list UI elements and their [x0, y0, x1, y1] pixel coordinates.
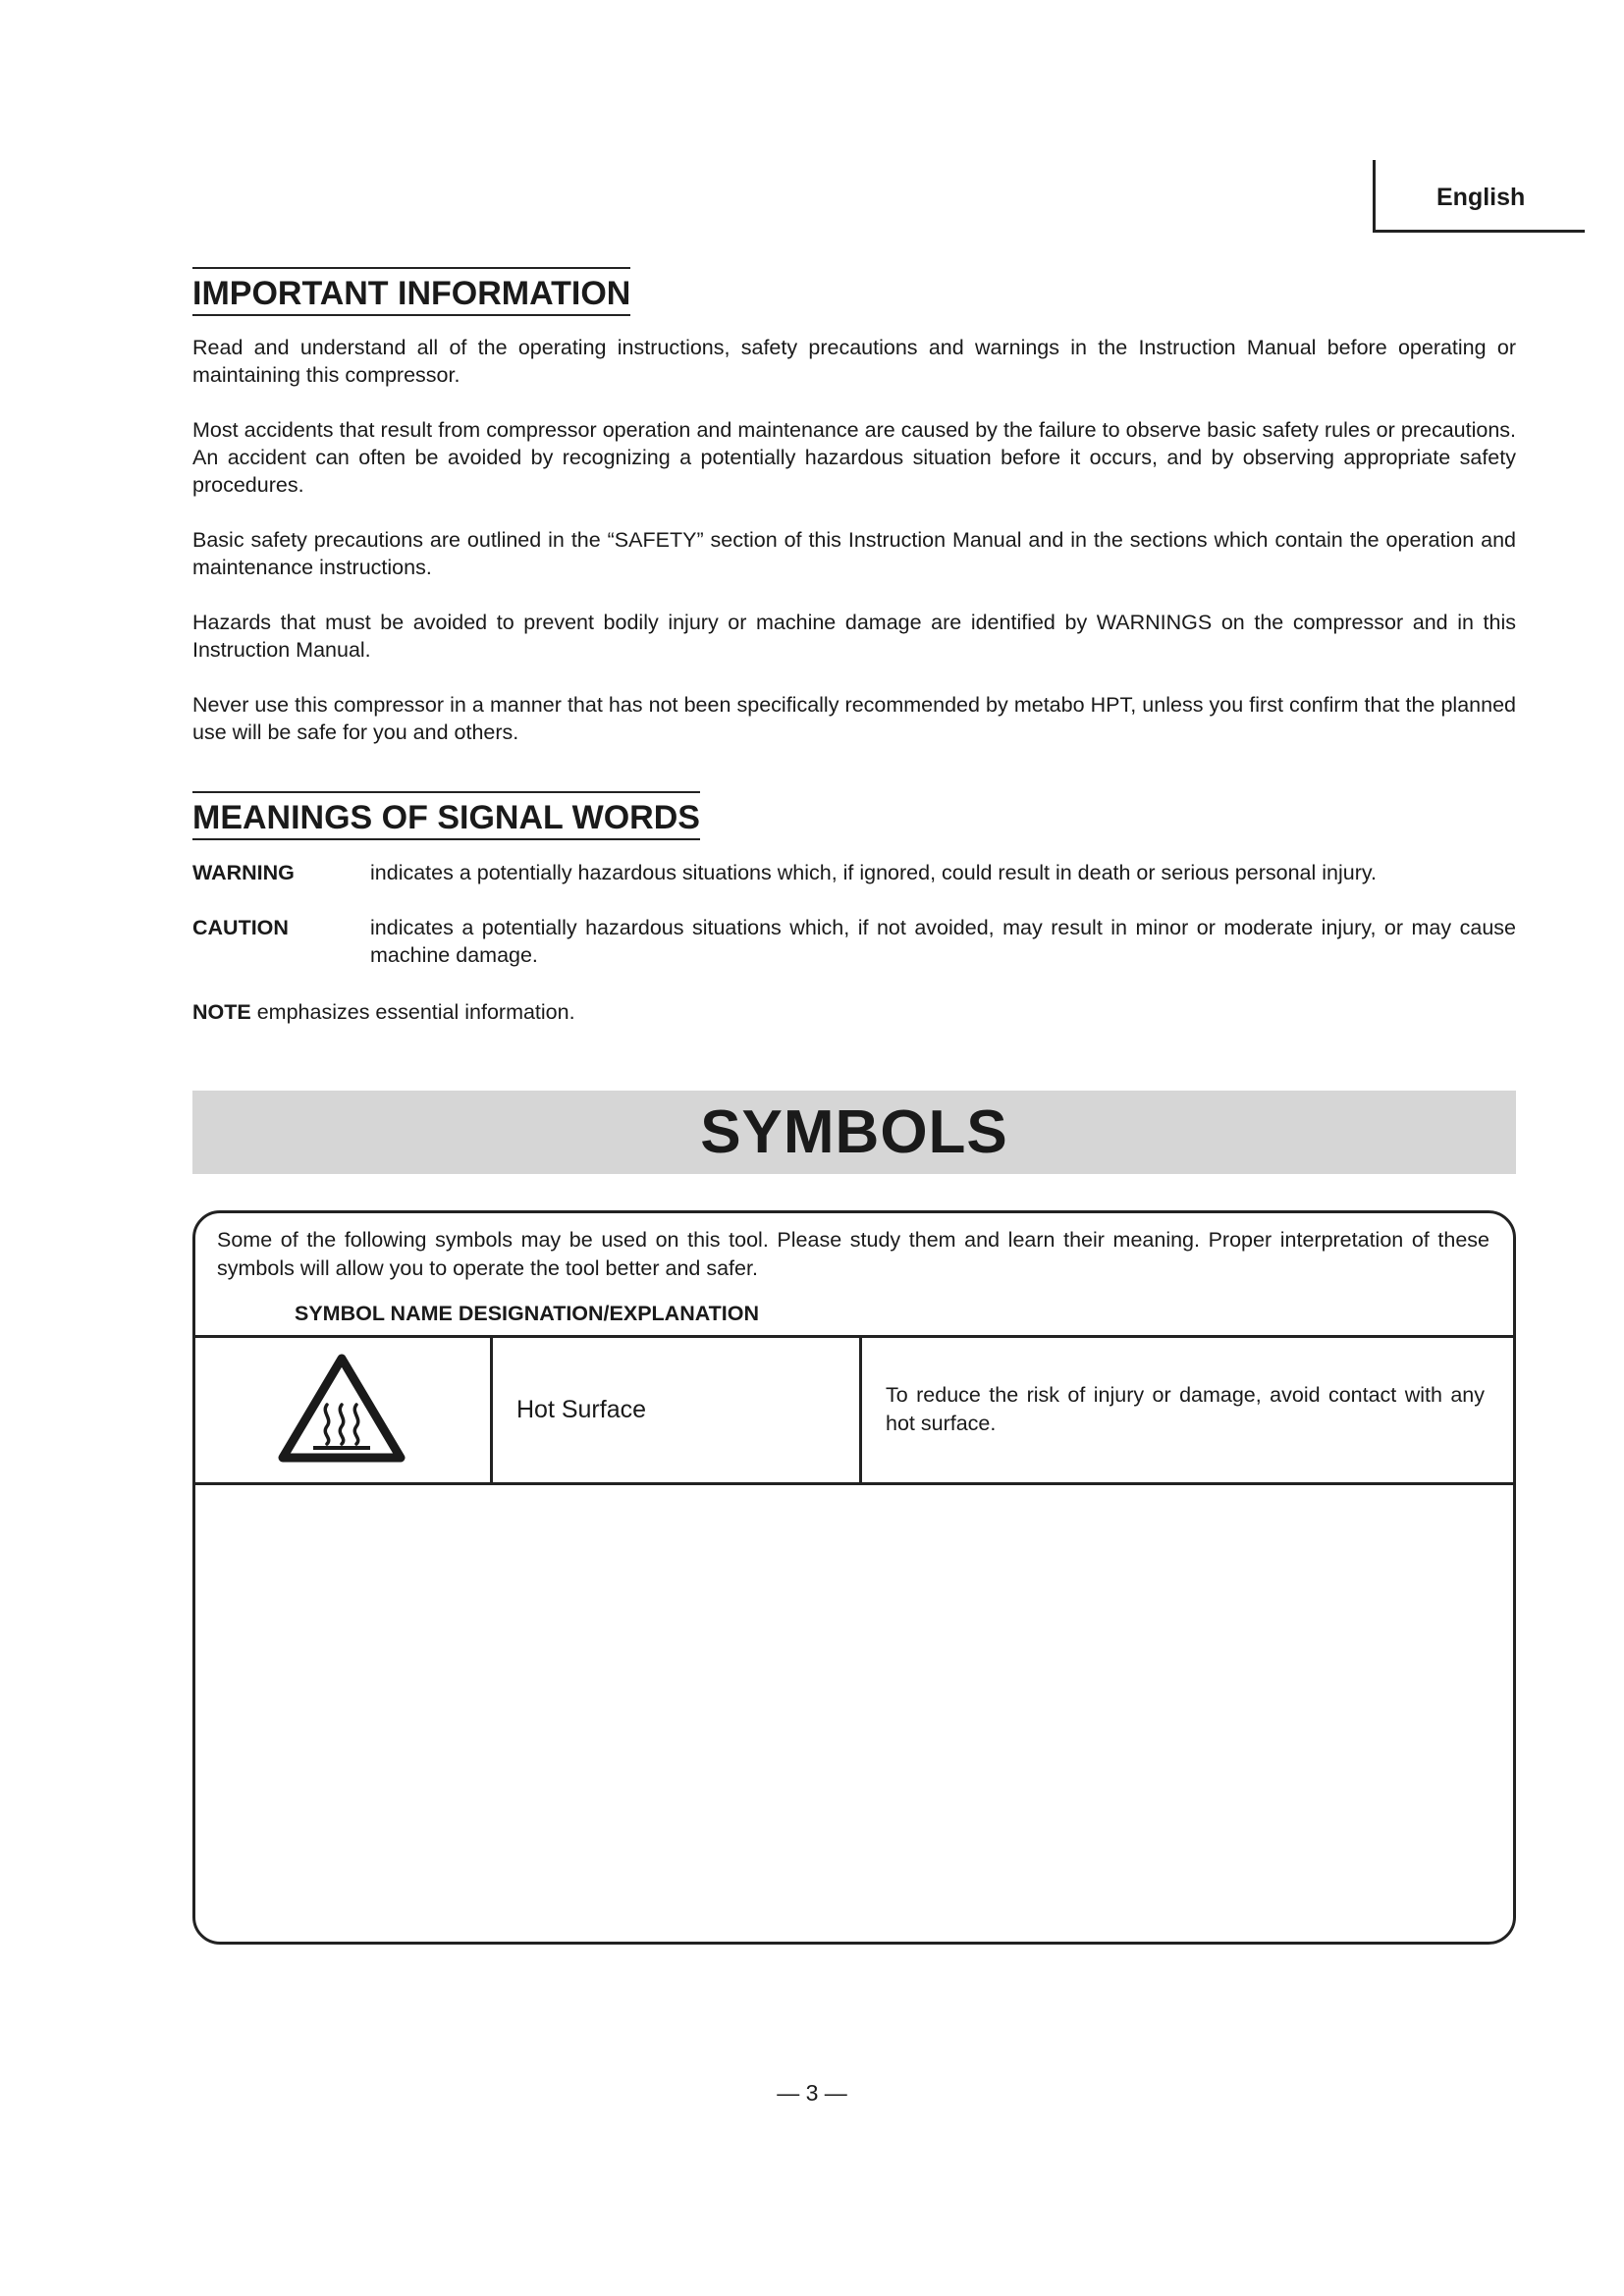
- note-text: emphasizes essential information.: [256, 1000, 575, 1024]
- hot-surface-name: Hot Surface: [516, 1396, 647, 1423]
- caution-definition: indicates a potentially hazardous situations which, if not avoided, may result in minor or moderate injury, or may cause machine damage.: [370, 916, 1516, 967]
- important-paragraph-4: Hazards that must be avoided to prevent bodily injury or machine damage are identified by WARNINGS on the compressor and in this Instruction Manual.: [192, 611, 1516, 662]
- hot-surface-warning-icon: [278, 1354, 406, 1464]
- important-paragraph-1: Read and understand all of the operating instructions, safety precautions and warnings in the Instruction Manual before operating or maintaining this compressor.: [192, 336, 1516, 387]
- table-divider-bottom: [195, 1482, 1513, 1485]
- page-number: — 3 —: [777, 2080, 847, 2106]
- important-paragraph-2: Most accidents that result from compressor operation and maintenance are caused by the failure to observe basic safety rules or precautions. An accident can often be avoided by recognizing a potentially hazardous situation before it occurs, and by observing appropriate safety procedures.: [192, 418, 1516, 497]
- table-divider-col-2: [859, 1337, 862, 1484]
- note-term: NOTE: [192, 1000, 251, 1024]
- symbols-table: [192, 1210, 1516, 1945]
- symbols-intro: Some of the following symbols may be used on this tool. Please study them and learn their meaning. Proper interpretation of these symbols will allow you to operate the tool better and safer.: [217, 1228, 1489, 1280]
- important-paragraph-3: Basic safety precautions are outlined in the “SAFETY” section of this Instruction Manual and in the sections which contain the operation and maintenance instructions.: [192, 528, 1516, 579]
- signal-words-heading: MEANINGS OF SIGNAL WORDS: [192, 791, 700, 840]
- note-line: [192, 998, 575, 1026]
- warning-definition: indicates a potentially hazardous situations which, if ignored, could result in death or serious personal injury.: [370, 861, 1378, 884]
- important-information-heading: IMPORTANT INFORMATION: [192, 267, 630, 316]
- language-label: English: [1436, 184, 1526, 211]
- symbols-title-band: [192, 1091, 1516, 1174]
- language-tab: [1373, 160, 1585, 233]
- symbols-title: SYMBOLS: [700, 1098, 1008, 1166]
- table-divider-top: [195, 1335, 1513, 1338]
- warning-term: WARNING: [192, 861, 295, 884]
- hot-surface-explanation: To reduce the risk of injury or damage, avoid contact with any hot surface.: [886, 1383, 1485, 1435]
- symbols-column-header: SYMBOL NAME DESIGNATION/EXPLANATION: [295, 1302, 760, 1325]
- important-paragraph-5: Never use this compressor in a manner that has not been specifically recommended by metabo HPT, unless you first confirm that the planned use will be safe for you and others.: [192, 693, 1516, 744]
- table-divider-col-1: [490, 1337, 493, 1484]
- caution-term: CAUTION: [192, 916, 289, 939]
